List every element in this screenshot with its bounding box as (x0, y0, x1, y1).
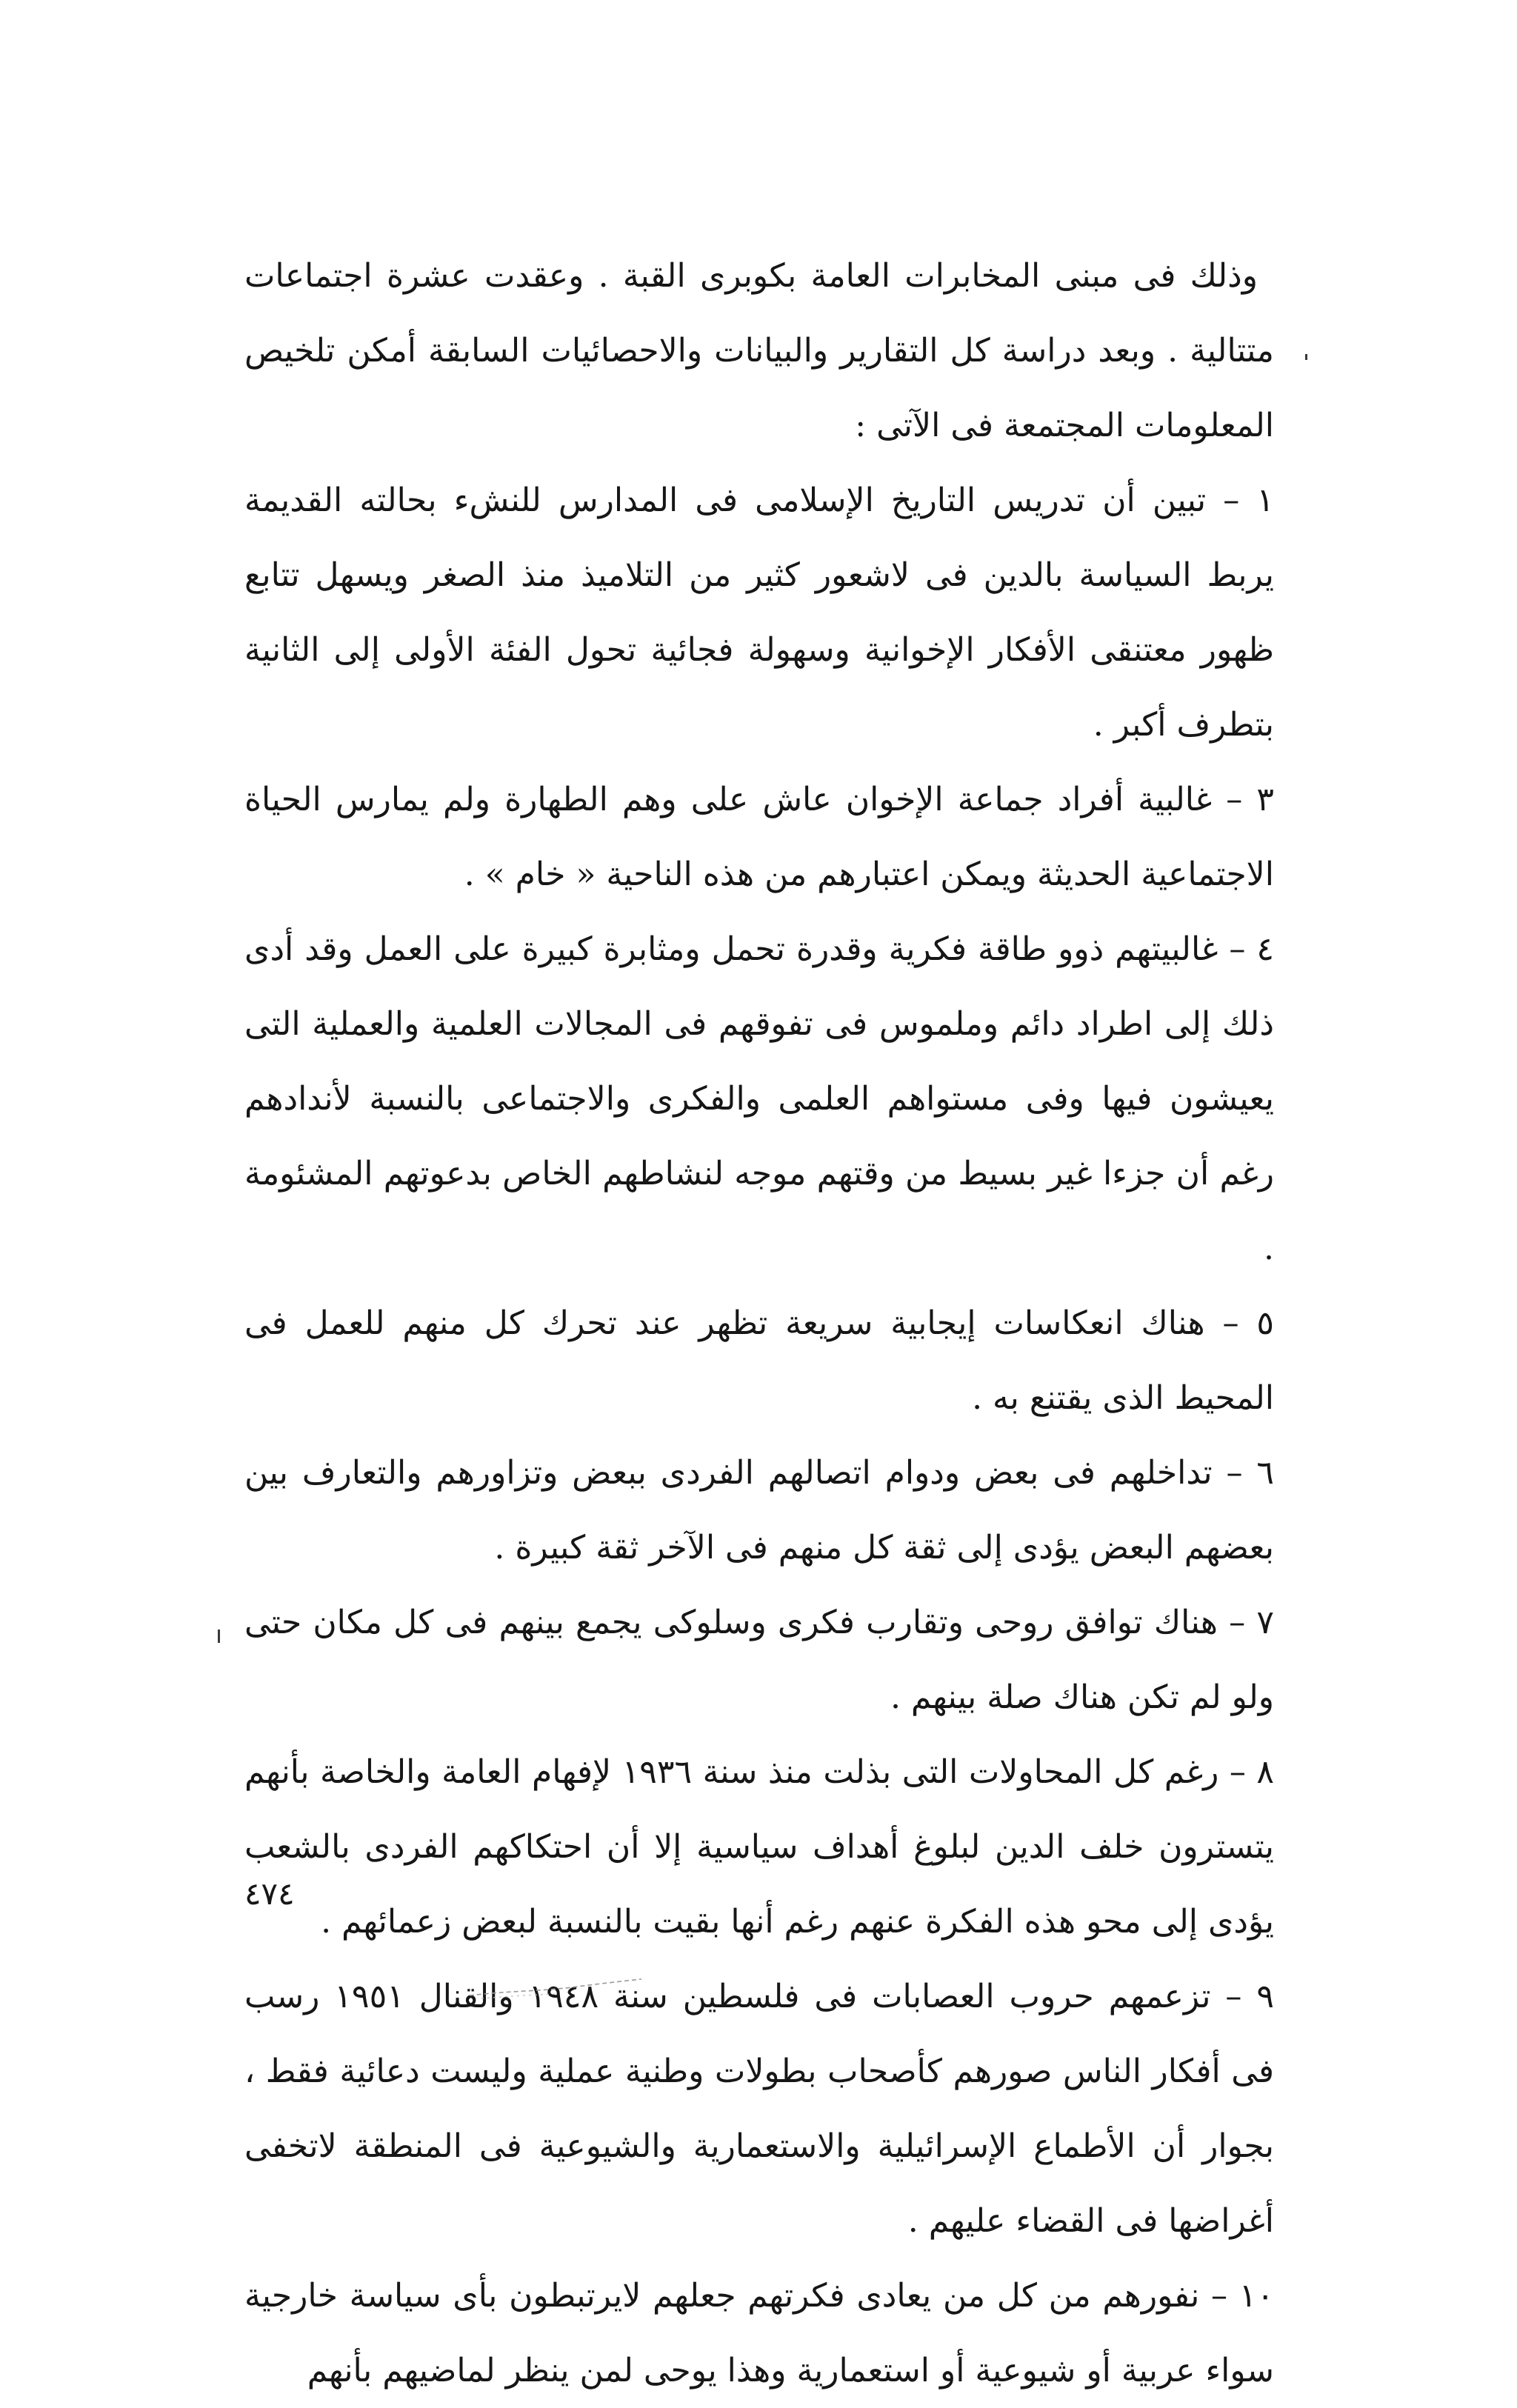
paragraph-item-6: ٦ – تداخلهم فى بعض ودوام اتصالهم الفردى ببعض وتزاورهم والتعارف بين بعضهم البعض يؤدى إلى ثقة كل منهم فى الآخر ثقة كبيرة . (244, 1454, 1274, 1567)
paragraph-item-10: ١٠ – نفورهم من كل من يعادى فكرتهم جعلهم لايرتبطون بأى سياسة خارجية سواء عربية أو شيوعية أو استعمارية وهذا يوحى لمن ينظر لماضيهم بأنهم (244, 2277, 1274, 2389)
paragraph-item-5: ٥ – هناك انعكاسات إيجابية سريعة تظهر عند تحرك كل منهم للعمل فى المحيط الذى يقتنع به . (244, 1304, 1274, 1417)
scan-smudge (467, 1973, 644, 2003)
paragraph-item-3: ٣ – غالبية أفراد جماعة الإخوان عاش على وهم الطهارة ولم يمارس الحياة الاجتماعية الحديثة ويمكن اعتبارهم من هذه الناحية « خام » . (244, 781, 1274, 893)
paragraph-item-1: ١ – تبين أن تدريس التاريخ الإسلامى فى المدارس للنشء بحالته القديمة يربط السياسة بالدين فى لاشعور كثير من التلاميذ منذ الصغر ويسهل تتابع ظهور معتنقى الأفكار الإخوانية وسهولة فجائية تحول الفئة الأولى إلى الثانية بتطرف أكبر . (244, 481, 1275, 744)
paragraph-item-8: ٨ – رغم كل المحاولات التى بذلت منذ سنة ١٩٣٦ لإفهام العامة والخاصة بأنهم يتسترون خلف الدين لبلوغ أهداف سياسية إلا أن احتكاكهم الفردى بالشعب يؤدى إلى محو هذه الفكرة عنهم رغم أنها بقيت بالنسبة لبعض زعمائهم . (244, 1753, 1274, 1941)
scan-mark-top (1305, 354, 1307, 360)
paragraph-item-7: ٧ – هناك توافق روحى وتقارب فكرى وسلوكى يجمع بينهم فى كل مكان حتى ولو لم تكن هناك صلة بينهم . (244, 1604, 1274, 1716)
paragraph-item-4: ٤ – غالبيتهم ذوو طاقة فكرية وقدرة تحمل ومثابرة كبيرة على العمل وقد أدى ذلك إلى اطراد دائم وملموس فى تفوقهم فى المجالات العلمية والعملية التى يعيشون فيها وفى مستواهم العلمى والفكرى والاجتماعى بالنسبة لأندادهم رغم أن جزءا غير بسيط من وقتهم موجه لنشاطهم الخاص بدعوتهم المشئومة . (244, 930, 1274, 1267)
body-text (244, 239, 1274, 2408)
paragraph-intro: وذلك فى مبنى المخابرات العامة بكوبرى القبة . وعقدت عشرة اجتماعات متتالية . وبعد دراسة كل التقارير والبيانات والاحصائيات السابقة أمكن تلخيص المعلومات المجتمعة فى الآتى : (244, 257, 1274, 444)
page-number: ٤٧٤ (244, 1875, 295, 1912)
paragraph-item-9: ٩ – تزعمهم حروب العصابات فى فلسطين سنة ١٩٤٨ والقنال ١٩٥١ رسب فى أفكار الناس صورهم كأصحاب بطولات وطنية عملية وليست دعائية فقط ، بجوار أن الأطماع الإسرائيلية والاستعمارية والشيوعية فى المنطقة لاتخفى أغراضها فى القضاء عليهم . (244, 1978, 1275, 2240)
scan-mark-side (218, 1630, 220, 1643)
